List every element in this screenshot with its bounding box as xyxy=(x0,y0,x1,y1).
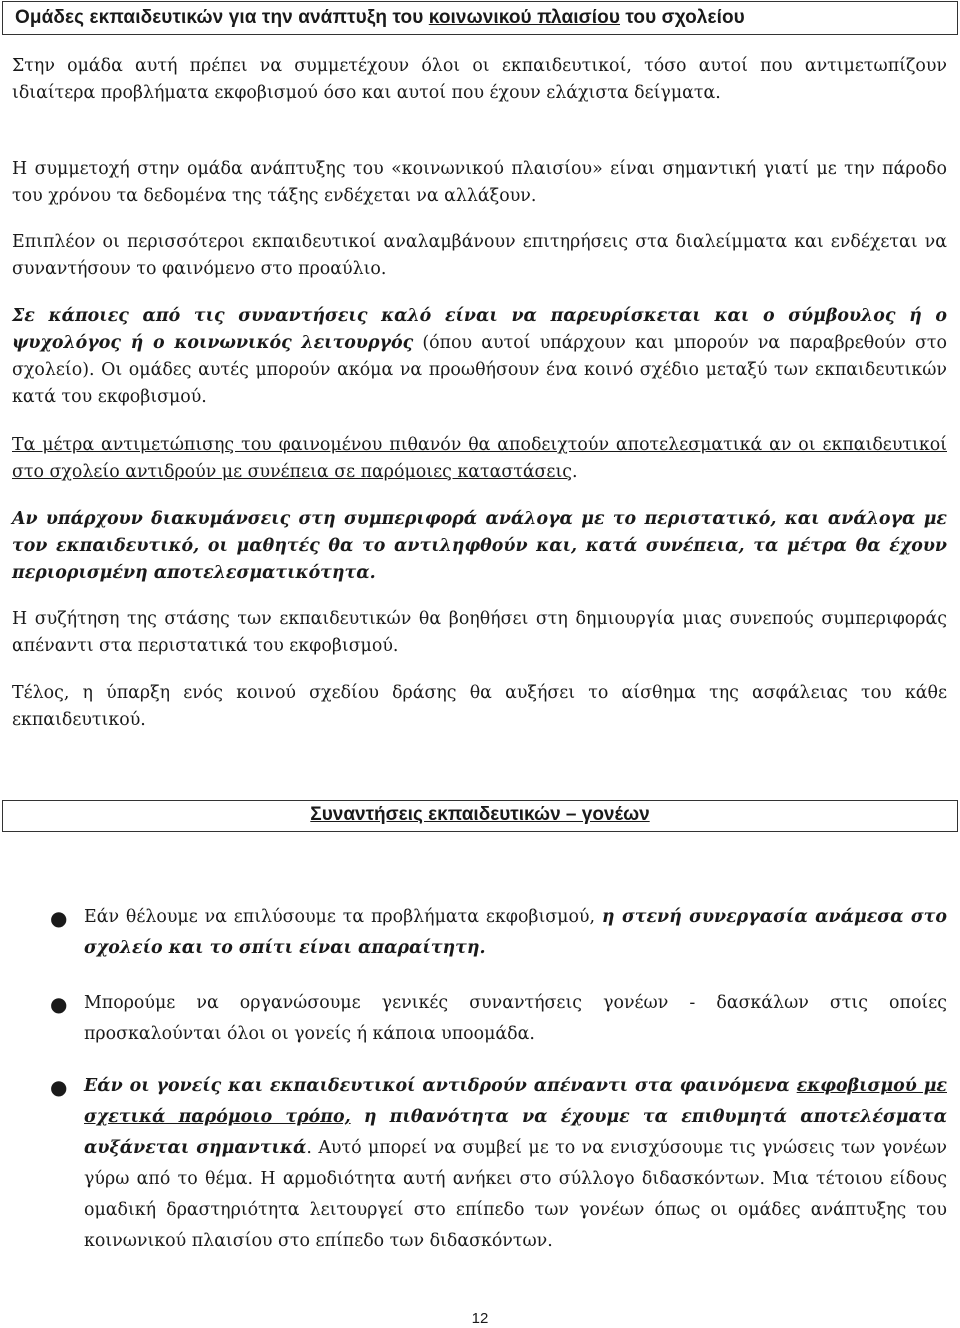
paragraph-8: Τέλος, η ύπαρξη ενός κοινού σχεδίου δράσης θα αυξήσει το αίσθημα της ασφάλειας του κάθε εκπαιδευτικού. xyxy=(12,683,947,730)
paragraph-5-end: . xyxy=(572,462,578,482)
paragraph-2: Η συμμετοχή στην ομάδα ανάπτυξης του «κοινωνικού πλαισίου» είναι σημαντική γιατί με την πάροδο του χρόνου τα δεδομένα της τάξης ενδέχεται να αλλάξουν. xyxy=(12,159,947,206)
bullet-3-emphasis-2: η πιθανότητα να έχουμε τα επιθυμητά αποτελέσματα αυξάνεται σημαντικά xyxy=(84,1107,947,1158)
bullet-1-emphasis: η στενή συνεργασία ανάμεσα στο σχολείο και το σπίτι είναι απαραίτητη. xyxy=(84,907,947,958)
paragraph-4-text: (όπου αυτοί υπάρχουν και μπορούν να παραβρεθούν στο σχολείο). Οι ομάδες αυτές μπορούν ακόμα να προωθήσουν ένα κοινό σχέδιο μεταξύ των εκπαιδευτικών κατά του εκφοβισμού. xyxy=(12,333,947,407)
bullet-item-2: Μπορούμε να οργανώσουμε γενικές συναντήσεις γονέων - δασκάλων στις οποίες προσκαλούνται όλοι οι γονείς ή κάποια υποομάδα. xyxy=(84,993,947,1044)
bullet-icon: ● xyxy=(50,992,68,1016)
paragraph-4 xyxy=(12,303,947,411)
section-heading xyxy=(15,7,745,29)
heading-text-post: του σχολείου xyxy=(619,7,745,28)
bullet-3-text: . Αυτό μπορεί να συμβεί με το να ενισχύσουμε τις γνώσεις των γονέων γύρω από το θέμα. Η αρμοδιότητα αυτή ανήκει στο σύλλογο διδασκόντων. Μια τέτοιου είδους ομαδική δραστηριότητα λειτουργεί στο επίπεδο των γονέων όπως οι ομάδες ανάπτυξης του κοινωνικού πλαισίου στο επίπεδο των διδασκόντων. xyxy=(84,1138,947,1251)
section2-heading-box xyxy=(2,800,958,832)
heading-text-pre: Ομάδες εκπαιδευτικών για την ανάπτυξη του xyxy=(15,7,429,28)
section-heading-box xyxy=(2,1,958,35)
paragraph-1: Στην ομάδα αυτή πρέπει να συμμετέχουν όλοι οι εκπαιδευτικοί, τόσο αυτοί που αντιμετωπίζουν ιδιαίτερα προβλήματα εκφοβισμού όσο και αυτοί που έχουν ελάχιστα δείγματα. xyxy=(12,56,947,103)
bullet-icon: ● xyxy=(50,1075,68,1099)
bullet-3-emphasis-1: Εάν οι γονείς και εκπαιδευτικοί αντιδρούν απέναντι στα φαινόμενα xyxy=(84,1076,797,1096)
paragraph-5-underlined: Τα μέτρα αντιμετώπισης του φαινομένου πιθανόν θα αποδειχτούν αποτελεσματικά αν οι εκπαιδευτικοί στο σχολείο αντιδρούν με συνέπεια σε παρόμοιες καταστάσεις xyxy=(12,435,947,482)
bullet-icon: ● xyxy=(50,906,68,930)
section2-heading: Συναντήσεις εκπαιδευτικών – γονέων xyxy=(310,804,650,825)
paragraph-6: Αν υπάρχουν διακυμάνσεις στη συμπεριφορά ανάλογα με το περιστατικό, και ανάλογα με τον εκπαιδευτικό, οι μαθητές θα το αντιληφθούν και, κατά συνέπεια, τα μέτρα θα έχουν περιορισμένη αποτελεσματικότητα. xyxy=(12,509,947,583)
paragraph-4-emphasis: Σε κάποιες από τις συναντήσεις καλό είναι να παρευρίσκεται και ο σύμβουλος ή ο ψυχολόγος ή ο κοινωνικός λειτουργός xyxy=(12,306,947,353)
paragraph-3: Επιπλέον οι περισσότεροι εκπαιδευτικοί αναλαμβάνουν επιτηρήσεις στα διαλείμματα και ενδέχεται να συναντήσουν το φαινόμενο στο προαύλιο. xyxy=(12,232,947,279)
bullet-item-3 xyxy=(84,1071,947,1257)
heading-text-underlined: κοινωνικού πλαισίου xyxy=(428,7,620,28)
paragraph-7: Η συζήτηση της στάσης των εκπαιδευτικών θα βοηθήσει στη δημιουργία μιας συνεπούς συμπεριφοράς απέναντι στα περιστατικά του εκφοβισμού. xyxy=(12,609,947,656)
bullet-3-emphasis-underlined: εκφοβισμού με σχετικά παρόμοιο τρόπο, xyxy=(84,1076,947,1127)
page-number: 12 xyxy=(471,1310,489,1327)
bullet-1-text: Εάν θέλουμε να επιλύσουμε τα προβλήματα εκφοβισμού, xyxy=(84,907,602,927)
paragraph-5 xyxy=(12,432,947,486)
bullet-item-1 xyxy=(84,902,947,964)
